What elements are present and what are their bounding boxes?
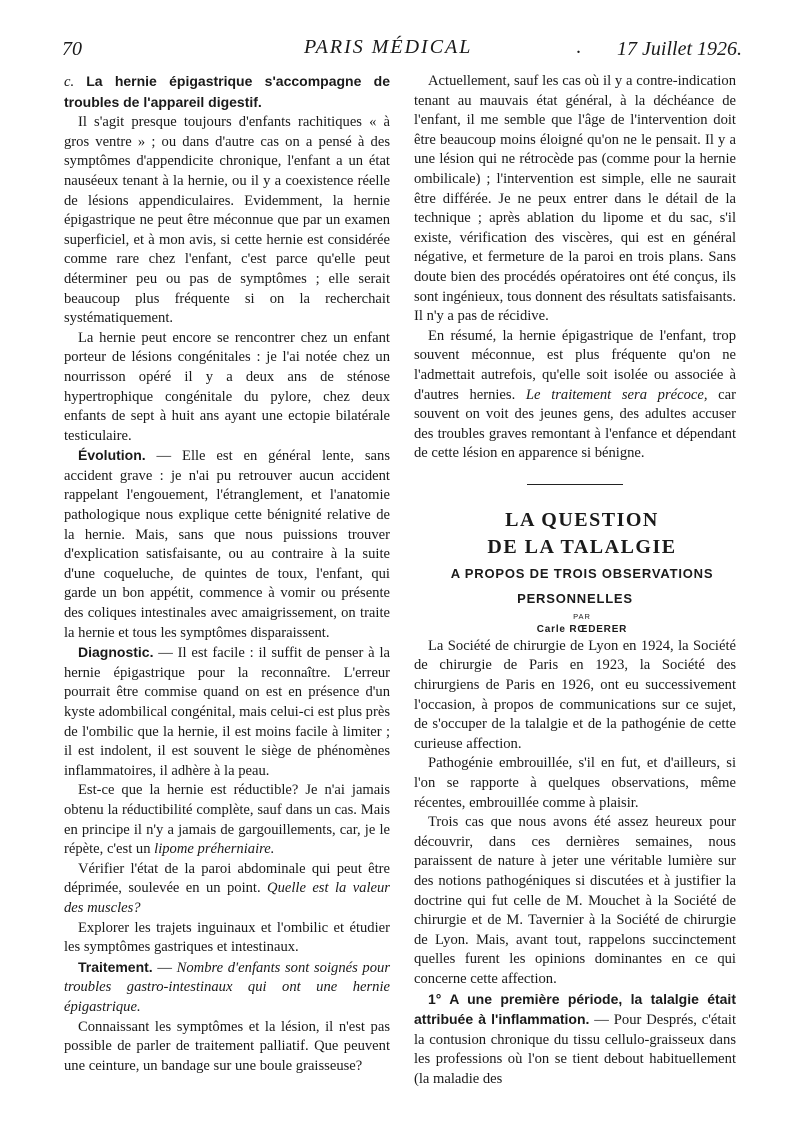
evolution-heading: Évolution.	[78, 447, 146, 464]
evolution-text: — Elle est en général lente, sans accident grave : je n'ai pu retrouver aucun accident rappelant l'engouement, l'étranglement, et l'anatomie pathologique nous explique cette bénignité relative de la hernie. Mais, sans que nous puissions trouver d'explication satisfaisante, ou au contraire à la suite d'une coqueluche, de quintes de toux, l'enfant, qui garde un bon appétit, commence à vomir ou présente des coliques intestinales avec amaigrissement, on traite la hernie et tous les symptômes disparaissent.	[64, 448, 390, 641]
left-column	[64, 72, 390, 1076]
journal-title: PARIS MÉDICAL	[304, 36, 473, 58]
paragraph-text: car souvent on voit des jeunes gens, des adultes accuser des troubles graves remontant à l'enfance et dépendant de cette lésion en apparence si bénigne.	[414, 386, 736, 462]
period-paragraph	[414, 990, 736, 1090]
paragraph-text: En résumé, la hernie épigastrique de l'enfant, trop souvent méconnue, est plus fréquente qu'on ne l'admettait autrefois, qu'elle soit isolée ou associée à d'autres hernies.	[414, 327, 736, 403]
header-separator: .	[576, 36, 581, 58]
issue-date: 17 Juillet 1926.	[617, 38, 742, 60]
section-heading-text: La hernie épigastrique s'accompagne de troubles de l'appareil digestif.	[64, 73, 390, 110]
treatment-italic: Nombre d'enfants sont soignés pour troubles gastro-intestinaux qui ont une hernie épigastrique.	[64, 959, 390, 1015]
italic-question: Quelle est la valeur des muscles?	[64, 880, 390, 916]
paragraph: La Société de chirurgie de Lyon en 1924, la Société de chirurgie de Paris en 1923, la Société des chirurgiens de Paris en 1926, ont eu successivement l'occasion, à propos de communications sur ce sujet, de s'occuper de la talalgie et de la pathogénie de cette curieuse affection.	[414, 637, 736, 752]
evolution-paragraph	[64, 446, 390, 643]
right-column	[414, 72, 736, 1090]
paragraph	[64, 781, 390, 859]
paragraph-text: — Pour Després, c'était la contusion chronique du tissu cellulo-graisseux dans les professions où l'on se tient debout habituellement (la maladie des	[414, 1012, 737, 1087]
paragraph: Pathogénie embrouillée, s'il en fut, et d'ailleurs, si l'on se rapporte à quelques observations, même récentes, embrouillée comme à plaisir.	[414, 755, 736, 811]
article-title-line1: LA QUESTION	[505, 508, 659, 531]
dash: —	[152, 959, 177, 976]
diagnostic-heading: Diagnostic.	[78, 644, 154, 661]
section-divider	[527, 484, 623, 485]
paragraph: Connaissant les symptômes et la lésion, il n'est pas possible de parler de traitement palliatif. Que peuvent une ceinture, un bandage sur une boule graisseuse?	[64, 1018, 390, 1074]
author-name: Carle RŒDERER	[536, 623, 628, 635]
paragraph: Explorer les trajets inguinaux et l'ombilic et étudier les symptômes gastriques et intestinaux.	[64, 919, 390, 956]
paragraph: Actuellement, sauf les cas où il y a contre-indication tenant au mauvais état général, à la déchéance de l'enfant, il me semble que l'âge de l'intervention doit être beaucoup moins éloigné qu'on ne le pensait. Il y a une lésion qui ne rétrocède pas (comme pour la hernie ombilicale) ; l'intervention est simple, elle ne saurait être différée. Je ne peux entrer dans le détail de la technique ; après ablation du lipome et du sac, s'il existe, vérification des viscères, qui est en général négative, et fermeture de la paroi en trois plans. Sans doute bien des procédés opératoires ont été conçus, ils sont ingénieux, tous donnent des résultats satisfaisants. Il n'y a pas de récidive.	[414, 73, 736, 325]
summary-paragraph	[414, 327, 736, 464]
treatment-paragraph	[64, 958, 390, 1018]
article-subtitle: A PROPOS DE TROIS OBSERVATIONS PERSONNELLES	[450, 565, 714, 606]
page-header	[62, 36, 742, 64]
paragraph: Il s'agit presque toujours d'enfants rachitiques « à gros ventre » ; ou dans d'autre cas on a pensé à des symptômes d'appendicite chronique, l'enfant a un état nauséeux tenant à la hernie, ou il y a coexistence réelle de lésions appendiculaires. Evidemment, la hernie épigastrique ne peut être méconnue que par un examen superficiel, et à mon avis, si cette hernie est considérée comme rare chez l'enfant, c'est parce qu'elle peut déterminer peu ou pas de symptômes ; elle serait beaucoup plus fréquente si on la recherchait systématiquement.	[64, 114, 390, 327]
page-number: 70	[62, 38, 82, 60]
byline-par: PAR	[573, 611, 591, 621]
treatment-heading: Traitement.	[78, 958, 153, 975]
article-title-line2: DE LA TALALGIE	[487, 535, 677, 558]
paragraph	[64, 860, 390, 919]
period-heading: 1° A une première période, la talalgie était attribuée à l'inflammation.	[414, 990, 736, 1028]
paragraph-text: Vérifier l'état de la paroi abdominale qui peut être déprimée, soulevée en un point.	[64, 860, 390, 897]
paragraph-text: Est-ce que la hernie est réductible? Je n'ai jamais obtenu la réductibilité complète, sauf dans un cas. Mais en principe il n'y a jamais de gargouillements, car, je le répète, c'est un	[64, 782, 390, 858]
section-letter: c.	[64, 74, 75, 90]
paragraph: Trois cas que nous avons été assez heureux pour découvrir, dans ces dernières semaines, nous paraissent de nature à jeter une véritable lumière sur des notions pathogéniques si discutées et à justifier la doctrine qui fut celle de M. Mouchet à la Société de chirurgie et de M. Tavernier à la Société de chirurgie de Lyon. Mais, avant tout, rappelons succinctement quelles furent les opinions dominantes en ce qui concerne cette affection.	[414, 814, 736, 987]
section-heading-digestive	[64, 72, 390, 113]
diagnostic-paragraph	[64, 643, 390, 781]
paragraph: La hernie peut encore se rencontrer chez un enfant porteur de lésions congénitales : je l'ai notée chez un nourrisson opéré il y a deux ans de sténose hypertrophique congénitale du pylore, chez deux enfants de sept à huit ans ayant une ectopie bilatérale testiculaire.	[64, 329, 390, 444]
italic-emphasis: Le traitement sera précoce,	[525, 386, 708, 403]
italic-term: lipome préherniaire.	[154, 841, 275, 858]
diagnostic-text: — Il est facile : il suffit de penser à la hernie épigastrique pour la reconnaître. L'erreur pourrait être commise quand on est en présence d'un kyste adombilical congénital, mais celui-ci est plus près de l'ombilic que la hernie, il est moins facile à limiter ; il est indolent, il est souvent le siège de phénomènes inflammatoires, il adhère à la peau.	[64, 645, 390, 779]
